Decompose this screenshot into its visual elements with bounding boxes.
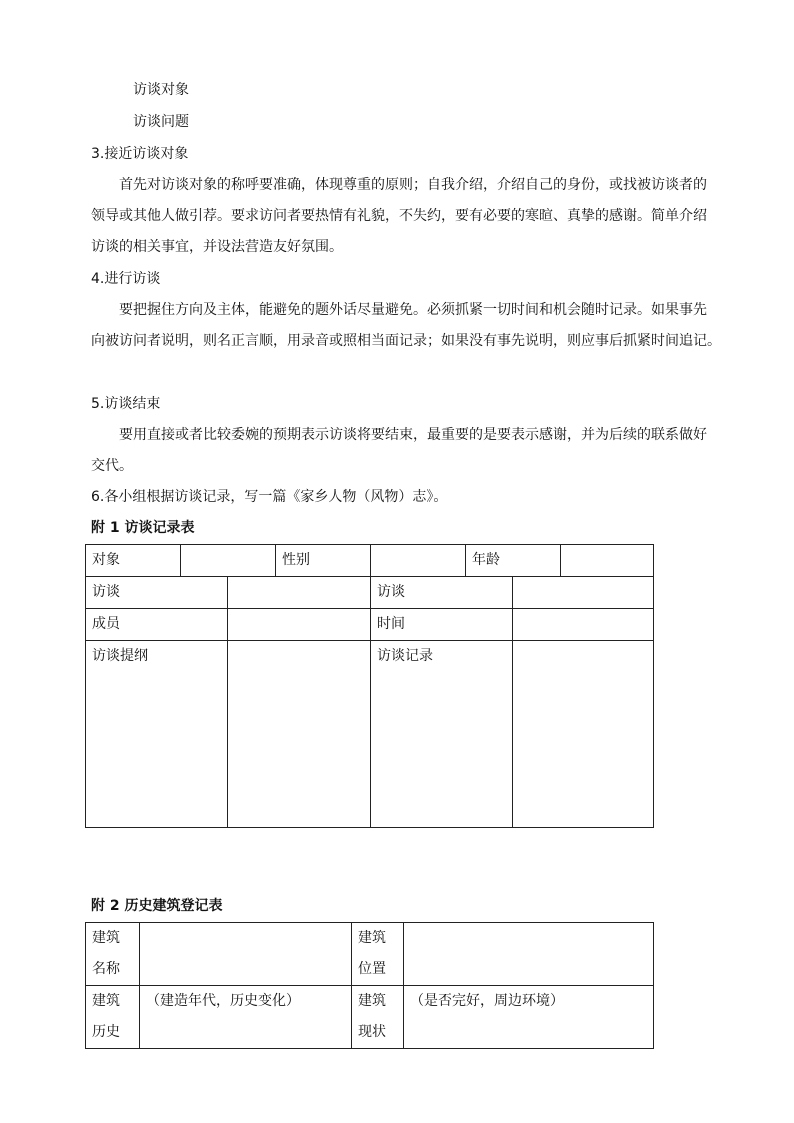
section3-heading: 3.接近访谈对象 — [91, 146, 189, 162]
building-location-label — [352, 923, 404, 986]
record-label: 访谈记录 — [371, 641, 513, 828]
section3-paragraph-line: 领导或其他人做引荐。要求访问者要热情有礼貌，不失约，要有必要的寒暄、真挚的感谢。简单介绍 — [91, 208, 707, 224]
interview-label: 访谈 — [86, 577, 228, 609]
building-name-label-line: 建筑 — [92, 930, 120, 946]
building-location-label-line: 位置 — [358, 961, 386, 977]
building-history-hint: （建造年代，历史变化） — [146, 993, 300, 1009]
intro-item-subject: 访谈对象 — [133, 82, 189, 98]
time-label: 时间 — [371, 609, 513, 641]
section4-paragraph-line: 要把握住方向及主体，能避免的题外话尽量避免。必须抓紧一切时间和机会随时记录。如果事先 — [119, 302, 707, 318]
section4-heading: 4.进行访谈 — [91, 271, 161, 287]
building-status-label — [352, 986, 404, 1049]
subject-value[interactable] — [181, 545, 276, 577]
interview-value-2[interactable] — [513, 577, 654, 609]
section4-paragraph-line: 向被访问者说明，则名正言顺，用录音或照相当面记录；如果没有事先说明，则应事后抓紧时间追记。 — [91, 333, 721, 349]
section5-paragraph-line: 交代。 — [91, 458, 133, 474]
building-history-label-line: 建筑 — [92, 993, 120, 1009]
table2-caption: 附 2 历史建筑登记表 — [91, 898, 223, 914]
age-label: 年龄 — [466, 545, 561, 577]
historic-building-table — [85, 922, 654, 1049]
building-history-value[interactable] — [140, 986, 352, 1049]
subject-label: 对象 — [86, 545, 181, 577]
table1-caption: 附 1 访谈记录表 — [91, 520, 195, 536]
outline-value[interactable] — [228, 641, 371, 828]
building-status-hint: （是否完好，周边环境） — [410, 993, 564, 1009]
section6-text: 6.各小组根据访谈记录，写一篇《家乡人物（风物）志》。 — [91, 489, 448, 505]
interview-label-2: 访谈 — [371, 577, 513, 609]
members-value[interactable] — [228, 609, 371, 641]
outline-label: 访谈提纲 — [86, 641, 228, 828]
gender-label: 性别 — [276, 545, 371, 577]
section3-paragraph-line: 访谈的相关事宜，并设法营造友好氛围。 — [91, 239, 343, 255]
interview-record-table — [85, 544, 654, 828]
building-history-label — [86, 986, 140, 1049]
section5-paragraph-line: 要用直接或者比较委婉的预期表示访谈将要结束，最重要的是要表示感谢，并为后续的联系做好 — [119, 427, 707, 443]
section5-heading: 5.访谈结束 — [91, 396, 161, 412]
building-name-label — [86, 923, 140, 986]
section3-paragraph-line: 首先对访谈对象的称呼要准确，体现尊重的原则；自我介绍，介绍自己的身份，或找被访谈者的 — [119, 177, 707, 193]
building-history-label-line: 历史 — [92, 1024, 120, 1040]
building-name-value[interactable] — [140, 923, 352, 986]
interview-value[interactable] — [228, 577, 371, 609]
gender-value[interactable] — [371, 545, 466, 577]
age-value[interactable] — [561, 545, 654, 577]
building-status-value[interactable] — [404, 986, 654, 1049]
building-location-value[interactable] — [404, 923, 654, 986]
intro-item-questions: 访谈问题 — [133, 114, 189, 130]
time-value[interactable] — [513, 609, 654, 641]
building-location-label-line: 建筑 — [358, 930, 386, 946]
building-status-label-line: 建筑 — [358, 993, 386, 1009]
record-value[interactable] — [513, 641, 654, 828]
building-name-label-line: 名称 — [92, 961, 120, 977]
building-status-label-line: 现状 — [358, 1024, 386, 1040]
members-label: 成员 — [86, 609, 228, 641]
